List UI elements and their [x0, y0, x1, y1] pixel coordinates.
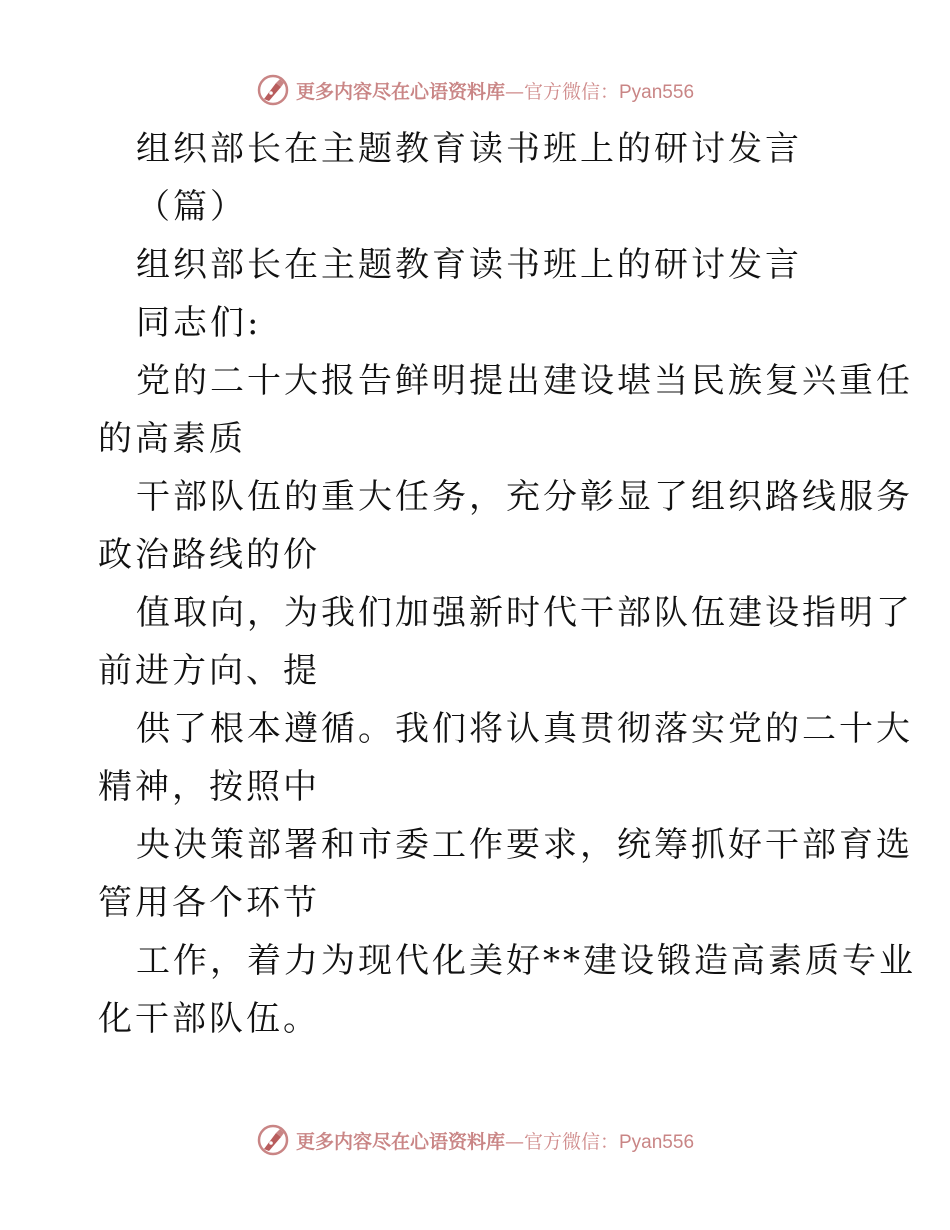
paragraph-line: 值取向，为我们加强新时代干部队伍建设指明了 — [136, 593, 913, 633]
header-banner-text — [296, 77, 694, 104]
document-body — [98, 120, 916, 1048]
footer-banner — [0, 1120, 950, 1160]
salutation: 同志们: — [136, 303, 262, 343]
banner-wechat-label: 官方微信： — [523, 80, 619, 103]
footer-banner-text — [296, 1127, 694, 1154]
document-heading: 组织部长在主题教育读书班上的研讨发言 — [136, 245, 802, 285]
paragraph-line: 前进方向、提 — [98, 651, 320, 691]
paragraph-line: 工作，着力为现代化美好**建设锻造高素质专业 — [136, 941, 916, 981]
banner-main-text: 更多内容尽在心语资料库 — [295, 1130, 505, 1153]
paragraph-line: 管用各个环节 — [98, 883, 320, 923]
header-banner — [0, 70, 950, 110]
paragraph-line: 干部队伍的重大任务，充分彰显了组织路线服务 — [136, 477, 913, 517]
paragraph-line: 央决策部署和市委工作要求，统筹抓好干部育选 — [136, 825, 913, 865]
paragraph-line: 供了根本遵循。我们将认真贯彻落实党的二十大 — [136, 709, 913, 749]
paragraph-line: 政治路线的价 — [98, 535, 320, 575]
banner-dash: — — [504, 1130, 524, 1153]
paragraph-line: 的高素质 — [98, 419, 246, 459]
pen-nib-logo-icon — [256, 73, 290, 107]
pen-nib-logo-icon — [256, 1123, 290, 1157]
paragraph-line: 党的二十大报告鲜明提出建设堪当民族复兴重任 — [136, 361, 913, 401]
document-subtitle: （篇） — [136, 187, 247, 227]
banner-main-text: 更多内容尽在心语资料库 — [295, 80, 505, 103]
banner-wechat-label: 官方微信： — [523, 1130, 619, 1153]
document-title: 组织部长在主题教育读书班上的研讨发言 — [136, 129, 802, 169]
paragraph-line: 精神，按照中 — [98, 767, 320, 807]
banner-wechat-handle: Pyan556 — [619, 1131, 695, 1153]
paragraph-line: 化干部队伍。 — [98, 999, 320, 1039]
banner-dash: — — [504, 80, 524, 103]
banner-wechat-handle: Pyan556 — [619, 81, 695, 103]
